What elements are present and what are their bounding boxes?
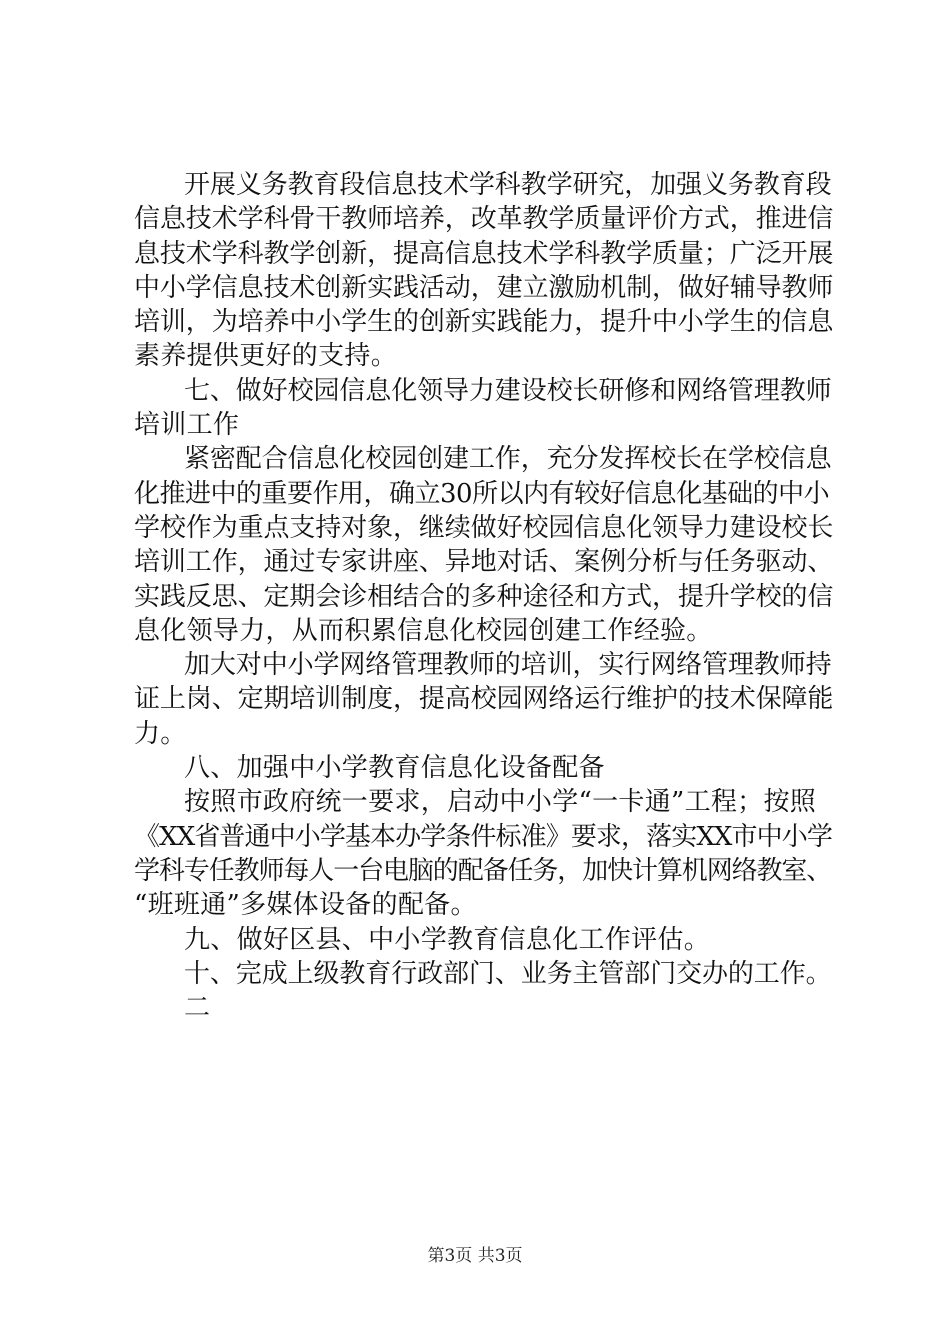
text-line: 息技术学科教学创新，提高信息技术学科教学质量；广泛开展 (134, 238, 834, 269)
text-line: “班班通”多媒体设备的配备。 (134, 890, 477, 921)
text-line: 紧密配合信息化校园创建工作，充分发挥校长在学校信息 (184, 444, 832, 475)
text-line: 按照市政府统一要求，启动中小学“一卡通”工程；按照 (184, 787, 817, 818)
text-line: 开展义务教育段信息技术学科教学研究，加强义务教育段 (184, 170, 832, 200)
document-body (134, 168, 834, 1025)
text-line: 力。 (134, 718, 187, 749)
section-heading: 九、做好区县、中小学教育信息化工作评估。 (184, 924, 711, 955)
text-line: 信息技术学科骨干教师培养，改革教学质量评价方式，推进信 (134, 204, 834, 235)
text-line: 培训，为培养中小学生的创新实践能力，提升中小学生的信息 (134, 307, 834, 338)
text-line: 素养提供更好的支持。 (134, 341, 398, 372)
text-line: 学科专任教师每人一台电脑的配备任务，加快计算机网络教室、 (134, 855, 832, 886)
text-line: 息化领导力，从而积累信息化校园创建工作经验。 (134, 615, 713, 646)
text-line: 二 (184, 993, 211, 1024)
text-line: 学校作为重点支持对象，继续做好校园信息化领导力建设校长 (134, 512, 834, 543)
text-line: 实践反思、定期会诊相结合的多种途径和方式，提升学校的信 (134, 581, 834, 612)
section-heading: 八、加强中小学教育信息化设备配备 (184, 753, 605, 784)
text-line: 证上岗、定期培训制度，提高校园网络运行维护的技术保障能 (134, 684, 834, 715)
section-heading: 七、做好校园信息化领导力建设校长研修和网络管理教师 (184, 375, 832, 406)
text-line: 化推进中的重要作用，确立30所以内有较好信息化基础的中小 (134, 478, 830, 509)
text-line: 加大对中小学网络管理教师的培训，实行网络管理教师持 (184, 650, 832, 681)
text-line: 培训工作，通过专家讲座、异地对话、案例分析与任务驱动、 (134, 547, 834, 578)
section-heading: 十、完成上级教育行政部门、业务主管部门交办的工作。 (184, 958, 832, 989)
section-heading: 培训工作 (134, 410, 240, 441)
text-line: 《XX省普通中小学基本办学条件标准》要求，落实XX市中小学 (134, 821, 832, 852)
text-line: 中小学信息技术创新实践活动，建立激励机制，做好辅导教师 (134, 272, 834, 303)
page-footer: 第3页 共3页 (427, 1246, 523, 1266)
